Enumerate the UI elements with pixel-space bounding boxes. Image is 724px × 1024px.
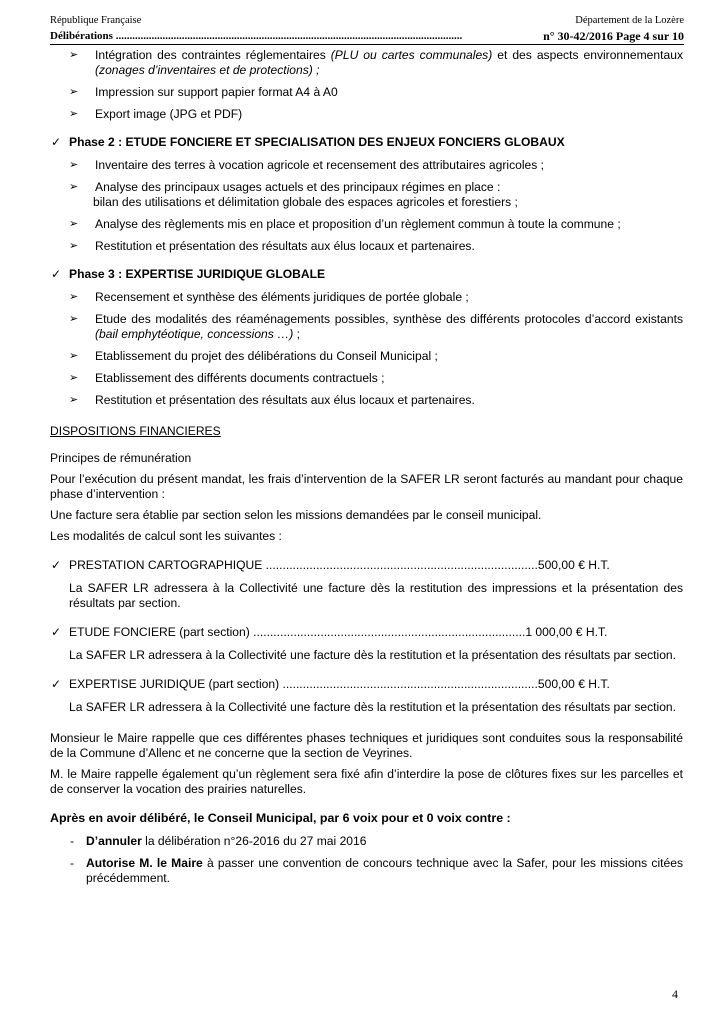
paragraph: Monsieur le Maire rappelle que ces différentes phases techniques et juridiques sont conduites sous la responsabilité de la Commune d’Allenc et ne concerne que la section de Veyrines. — [50, 731, 683, 760]
fee-description: La SAFER LR adressera à la Collectivité une facture dès la restitution des impressions et la présentation des résultats par section. — [69, 581, 683, 610]
check-icon: ✓ — [51, 135, 62, 149]
fee-leader-dots: ............................................................................ — [282, 677, 538, 691]
arrow-bullet-icon: ➢ — [69, 350, 79, 362]
check-icon: ✓ — [51, 677, 62, 691]
list-item: ➢ Analyse des règlements mis en place et proposition d’un règlement commun à toute la commune ; — [69, 217, 621, 231]
header-republic: République Française — [50, 15, 142, 26]
fee-amount: 1 000,00 € H.T. — [525, 625, 608, 639]
arrow-bullet-icon: ➢ — [69, 108, 79, 120]
list-item: ➢ Analyse des principaux usages actuels et des principaux régimes en place : bilan des utilisations et délimitation globale des espaces agricoles et forestiers ; — [50, 180, 683, 210]
phase-2-title: ✓ Phase 2 : ETUDE FONCIERE ET SPECIALISATION DES ENJEUX FONCIERS GLOBAUX — [51, 135, 565, 149]
decision-item: - D’annuler la délibération n°26-2016 du 27 mai 2016 — [70, 834, 367, 848]
arrow-bullet-icon: ➢ — [69, 313, 79, 325]
fee-leader-dots: ................................................................................. — [253, 625, 526, 639]
section-title-financial: DISPOSITIONS FINANCIERES — [50, 424, 221, 438]
vote-statement: Après en avoir délibéré, le Conseil Municipal, par 6 voix pour et 0 voix contre : — [50, 811, 511, 825]
list-item-subline: bilan des utilisations et délimitation globale des espaces agricoles et forestiers ; — [93, 195, 518, 209]
paragraph: Les modalités de calcul sont les suivantes : — [50, 529, 282, 543]
list-item: ➢ Intégration des contraintes réglementaires (PLU ou cartes communales) et des aspects environnementaux (zonages d’inventaires et de protections) ; — [69, 48, 683, 77]
page-number: 4 — [672, 987, 678, 1001]
fee-amount: 500,00 € H.T. — [537, 677, 610, 691]
subtitle-remuneration: Principes de rémunération — [50, 451, 192, 465]
fee-line-cartographique — [50, 558, 683, 573]
paragraph: Pour l’exécution du présent mandat, les frais d’intervention de la SAFER LR seront facturés au mandant pour chaque phase d’intervention : — [50, 472, 683, 501]
fee-label: ETUDE FONCIERE (part section) — [69, 625, 254, 639]
list-item: ➢ Restitution et présentation des résultats aux élus locaux et partenaires. — [69, 239, 475, 253]
arrow-bullet-icon: ➢ — [69, 240, 79, 252]
arrow-bullet-icon: ➢ — [69, 181, 79, 193]
header-deliberations: Délibérations .............................................................................................................................. — [50, 30, 463, 42]
arrow-bullet-icon: ➢ — [69, 159, 79, 171]
dash-bullet: - — [70, 834, 75, 848]
check-icon: ✓ — [51, 267, 62, 281]
arrow-bullet-icon: ➢ — [69, 291, 79, 303]
fee-label: PRESTATION CARTOGRAPHIQUE — [69, 558, 266, 572]
arrow-bullet-icon: ➢ — [69, 218, 79, 230]
fee-leader-dots: ................................................................................. — [265, 558, 538, 572]
decision-item: - Autorise M. le Maire à passer une convention de concours technique avec la Safer, pour les missions citées précédemment. — [70, 856, 683, 885]
arrow-bullet-icon: ➢ — [69, 394, 79, 406]
fee-description: La SAFER LR adressera à la Collectivité une facture dès la restitution et la présentation des résultats par section. — [69, 648, 677, 662]
fee-amount: 500,00 € H.T. — [537, 558, 610, 572]
list-item: ➢ Inventaire des terres à vocation agricole et recensement des attributaires agricoles ; — [69, 158, 545, 172]
header-rule — [50, 44, 684, 45]
list-item: ➢ Impression sur support papier format A4 à A0 — [69, 85, 338, 99]
arrow-bullet-icon: ➢ — [69, 49, 79, 61]
paragraph: Une facture sera établie par section selon les missions demandées par le conseil municipal. — [50, 508, 542, 522]
fee-description: La SAFER LR adressera à la Collectivité une facture dès la restitution et la présentation des résultats par section. — [69, 700, 677, 714]
fee-line-fonciere — [50, 625, 683, 640]
list-item: ➢ Etude des modalités des réaménagements possibles, synthèse des différents protocoles d’accord existants (bail emphytéotique, concessions …) ; — [69, 312, 683, 341]
list-item: ➢ Recensement et synthèse des éléments juridiques de portée globale ; — [69, 290, 469, 304]
fee-label: EXPERTISE JURIDIQUE (part section) — [69, 677, 283, 691]
dash-bullet: - — [70, 856, 75, 870]
paragraph: M. le Maire rappelle également qu’un règlement sera fixé afin d’interdire la pose de clôtures fixes sur les parcelles et de conserver la vocation des prairies naturelles. — [50, 767, 683, 796]
header-department: Département de la Lozère — [575, 15, 684, 26]
header-page-ref: n° 30-42/2016 Page 4 sur 10 — [543, 29, 684, 43]
list-item: ➢ Restitution et présentation des résultats aux élus locaux et partenaires. — [69, 393, 475, 407]
check-icon: ✓ — [51, 558, 62, 572]
fee-line-juridique — [50, 677, 683, 692]
check-icon: ✓ — [51, 625, 62, 639]
arrow-bullet-icon: ➢ — [69, 372, 79, 384]
list-item: ➢ Etablissement des différents documents contractuels ; — [69, 371, 385, 385]
document-body — [50, 48, 683, 893]
list-item: ➢ Etablissement du projet des délibérations du Conseil Municipal ; — [69, 349, 438, 363]
phase-3-title: ✓ Phase 3 : EXPERTISE JURIDIQUE GLOBALE — [51, 267, 326, 281]
list-item: ➢ Export image (JPG et PDF) — [69, 107, 243, 121]
arrow-bullet-icon: ➢ — [69, 86, 79, 98]
